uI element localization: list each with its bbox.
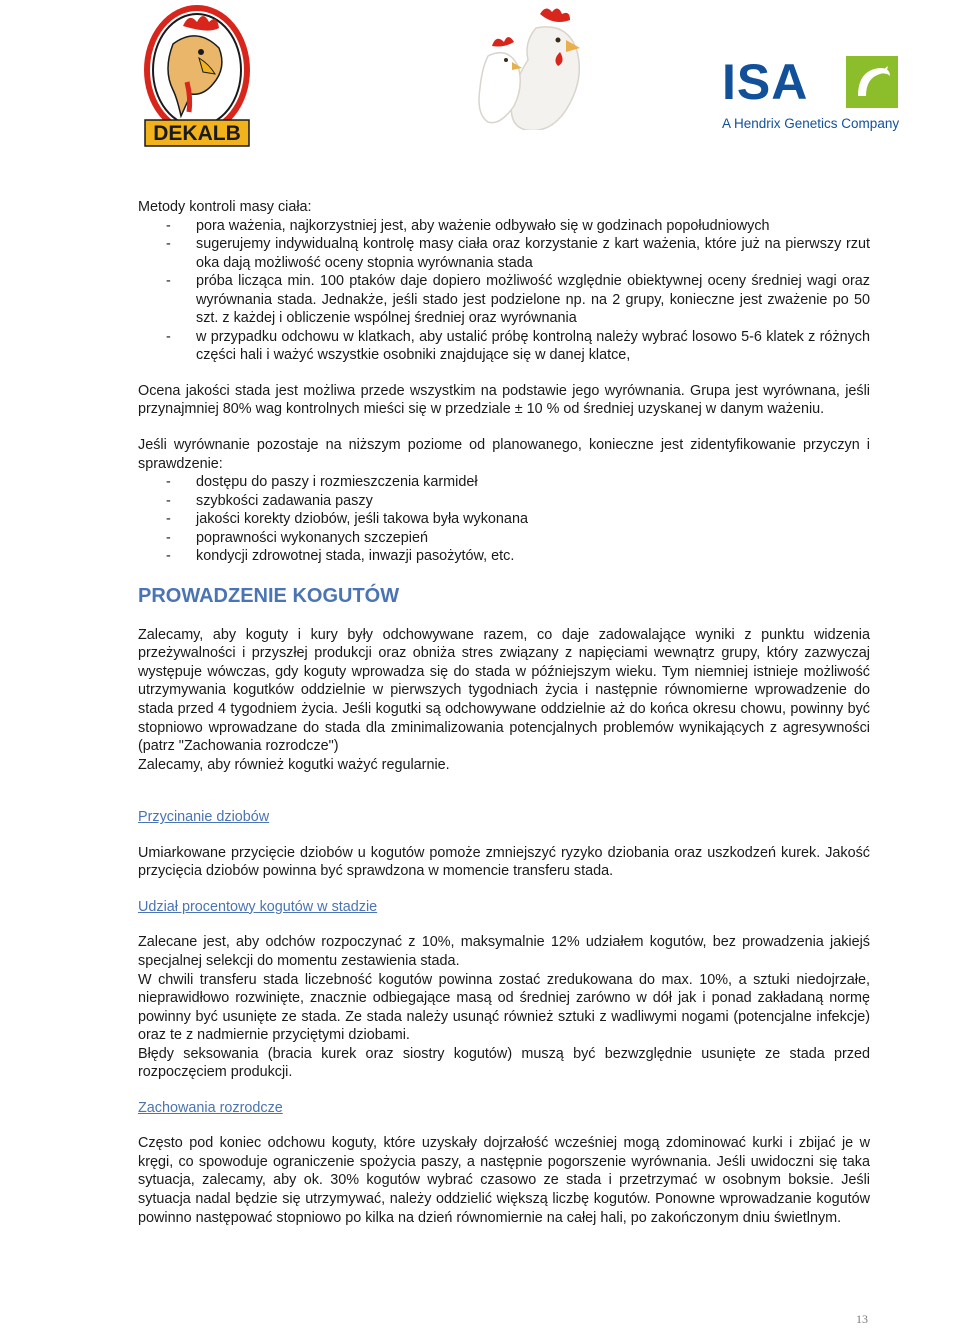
list-item: - w przypadku odchowu w klatkach, aby ustalić próbę kontrolną należy wybrać losowo 5-6 klatek z różnych części hali i ważyć wszystkie osobniki znajdujące się w danej klatce,	[166, 328, 870, 364]
list-item-text: w przypadku odchowu w klatkach, aby ustalić próbę kontrolną należy wybrać losowo 5-6 klatek z różnych części hali i ważyć wszystkie osobniki znajdujące się w danej klatce,	[196, 328, 870, 364]
paragraph-flock-quality: Ocena jakości stada jest możliwa przede wszystkim na podstawie jego wyrównania. Grupa jest wyrównana, jeśli przynajmniej 80% wag kontrolnych mieści się w przedziale ± 10 % od średniej uzyskanej w danym ważeniu.	[138, 382, 870, 418]
isa-wordmark: ISA	[722, 54, 809, 110]
document-body	[138, 198, 870, 1227]
subheading-rooster-percentage[interactable]: Udział procentowy kogutów w stadzie	[138, 898, 378, 915]
isa-logo-block	[722, 52, 900, 112]
list-item: - szybkości zadawania paszy	[166, 492, 373, 509]
list-item-text: jakości korekty dziobów, jeśli takowa była wykonana	[196, 511, 528, 528]
list-item-text: próba licząca min. 100 ptaków daje dopiero możliwość względnie obiektywnej oceny średniej wagi oraz wyrównania stada. Jednakże, jeśli stado jest podzielone np. na 2 grupy, konieczne jest zważenie po 50 szt. z każdej i obliczenie wspólnej średniej oraz wyrównania	[196, 273, 870, 327]
list-item: - pora ważenia, najkorzystniej jest, aby ważenie odbywało się w godzinach popołudniowych	[166, 217, 770, 234]
paragraph-roosters: Zalecamy, aby koguty i kury były odchowywane razem, co daje zadowalające wyniki z punktu widzenia przeżywalności i przyszłej produkcji oraz obniża stres związany z napięciami wewnątrz grupy, który zazwyczaj występuje wówczas, gdy koguty wprowadza się do stada w późniejszym wieku. Tym niemniej istnieje możliwość utrzymywania kogutków oddzielnie w pierwszych tygodniach życia i następnie równomierne wprowadzenie do stada przed 4 tygodniem życia. Jeśli kogutki są odchowywane oddzielnie aż do końca okresu chowu, powinny być stopniowo wprowadzane do stada dla zminimalizowania potencjalnych problemów wynikających z agresywności (patrz "Zachowania rozrodcze")	[138, 626, 870, 755]
dekalb-wordmark: DEKALB	[153, 122, 241, 145]
list-item-text: pora ważenia, najkorzystniej jest, aby ważenie odbywało się w godzinach popołudniowych	[196, 217, 770, 234]
list-item-text: dostępu do paszy i rozmieszczenia karmideł	[196, 474, 478, 491]
isa-green-mark-icon	[846, 56, 898, 108]
paragraph-beak-trimming: Umiarkowane przycięcie dziobów u kogutów pomoże zmniejszyć ryzyko dziobania oraz uszkodzeń kurek. Jakość przycięcia dziobów powinna być sprawdzona w momencie transferu stada.	[138, 844, 870, 880]
paragraph-rooster-transfer: W chwili transferu stada liczebność kogutów powinna zostać zredukowana do max. 10%, a sztuki niedojrzałe, nieprawidłowo rozwinięte, znacznie odbiegające masą od średniej zarówno w dół jak i ponad zakładaną normę powinny być usunięte ze stada. Ze stada należy usunąć również sztuki z wadliwymi nogami (potencjalne infekcje) oraz te z nadmiernie przyciętymi dziobami.	[138, 971, 870, 1044]
page-number: 13	[856, 1312, 868, 1326]
subheading-beak-trimming[interactable]: Przycinanie dziobów	[138, 809, 270, 826]
paragraph-rooster-percentage: Zalecane jest, aby odchów rozpoczynać z 10%, maksymalnie 12% udziałem kogutów, bez prowadzenia jakiejś specjalnej selekcji do momentu zestawienia stada.	[138, 934, 870, 969]
paragraph-roosters-weighing: Zalecamy, aby również kogutki ważyć regularnie.	[138, 756, 450, 773]
list-item: - kondycji zdrowotnej stada, inwazji pasożytów, etc.	[166, 548, 515, 565]
isa-logo	[722, 52, 900, 132]
list-item-text: kondycji zdrowotnej stada, inwazji pasożytów, etc.	[196, 548, 515, 565]
list-item: - dostępu do paszy i rozmieszczenia karmideł	[166, 474, 478, 491]
paragraph-uniformity-intro: Jeśli wyrównanie pozostaje na niższym poziome od planowanego, konieczne jest zidentyfikowanie przyczyn i sprawdzenie:	[138, 437, 870, 472]
subheading-mating-behaviour[interactable]: Zachowania rozrodcze	[138, 1099, 283, 1116]
hens-image	[474, 6, 600, 130]
section-heading-roosters: PROWADZENIE KOGUTÓW	[138, 584, 400, 607]
paragraph-mating-behaviour: Często pod koniec odchowu koguty, które uzyskały dojrzałość wcześniej mogą zdominować kurki i zbijać je w kręgi, co spowoduje ograniczenie spożycia paszy, a następnie pogorszenie wyrównania. Jeśli uwidoczni się taka sytuacja, zalecamy, aby ok. 30% kogutów wybrać czasowo ze stada i przetrzymać w osobnym boksie. Jeśli sytuacja nadal będzie się utrzymywać, należy oddzielić większą liczbę kogutów. Ponowne wprowadzanie kogutów powinno następować stopniowo po kilka na dzień równomiernie na całej hali, po zakończonym dniu świetlnym.	[138, 1135, 870, 1226]
paragraph-sexing-errors: Błędy seksowania (bracia kurek oraz siostry kogutów) muszą być bezwzględnie usunięte ze stada przed rozpoczęciem produkcji.	[138, 1045, 870, 1081]
list-item: - jakości korekty dziobów, jeśli takowa była wykonana	[166, 511, 528, 528]
list-item-text: szybkości zadawania paszy	[196, 492, 373, 509]
list-item: - poprawności wykonanych szczepień	[166, 529, 428, 546]
list-item-text: sugerujemy indywidualną kontrolę masy ciała oraz korzystanie z kart ważenia, które już na pierwszy rzut oka dają możliwość oceny stopnia wyrównania stada	[196, 236, 870, 271]
list-item: - sugerujemy indywidualną kontrolę masy ciała oraz korzystanie z kart ważenia, które już na pierwszy rzut oka dają możliwość oceny stopnia wyrównania stada	[166, 236, 870, 271]
list-item-text: poprawności wykonanych szczepień	[196, 529, 428, 546]
list-item: - próba licząca min. 100 ptaków daje dopiero możliwość względnie obiektywnej oceny średniej wagi oraz wyrównania stada. Jednakże, jeśli stado jest podzielone np. na 2 grupy, konieczne jest zważenie po 50 szt. z każdej i obliczenie wspólnej średniej oraz wyrównania	[166, 273, 870, 327]
isa-tagline: A Hendrix Genetics Company	[722, 116, 900, 131]
section-title-weight-control: Metody kontroli masy ciała:	[138, 199, 312, 215]
dekalb-logo	[143, 4, 251, 148]
